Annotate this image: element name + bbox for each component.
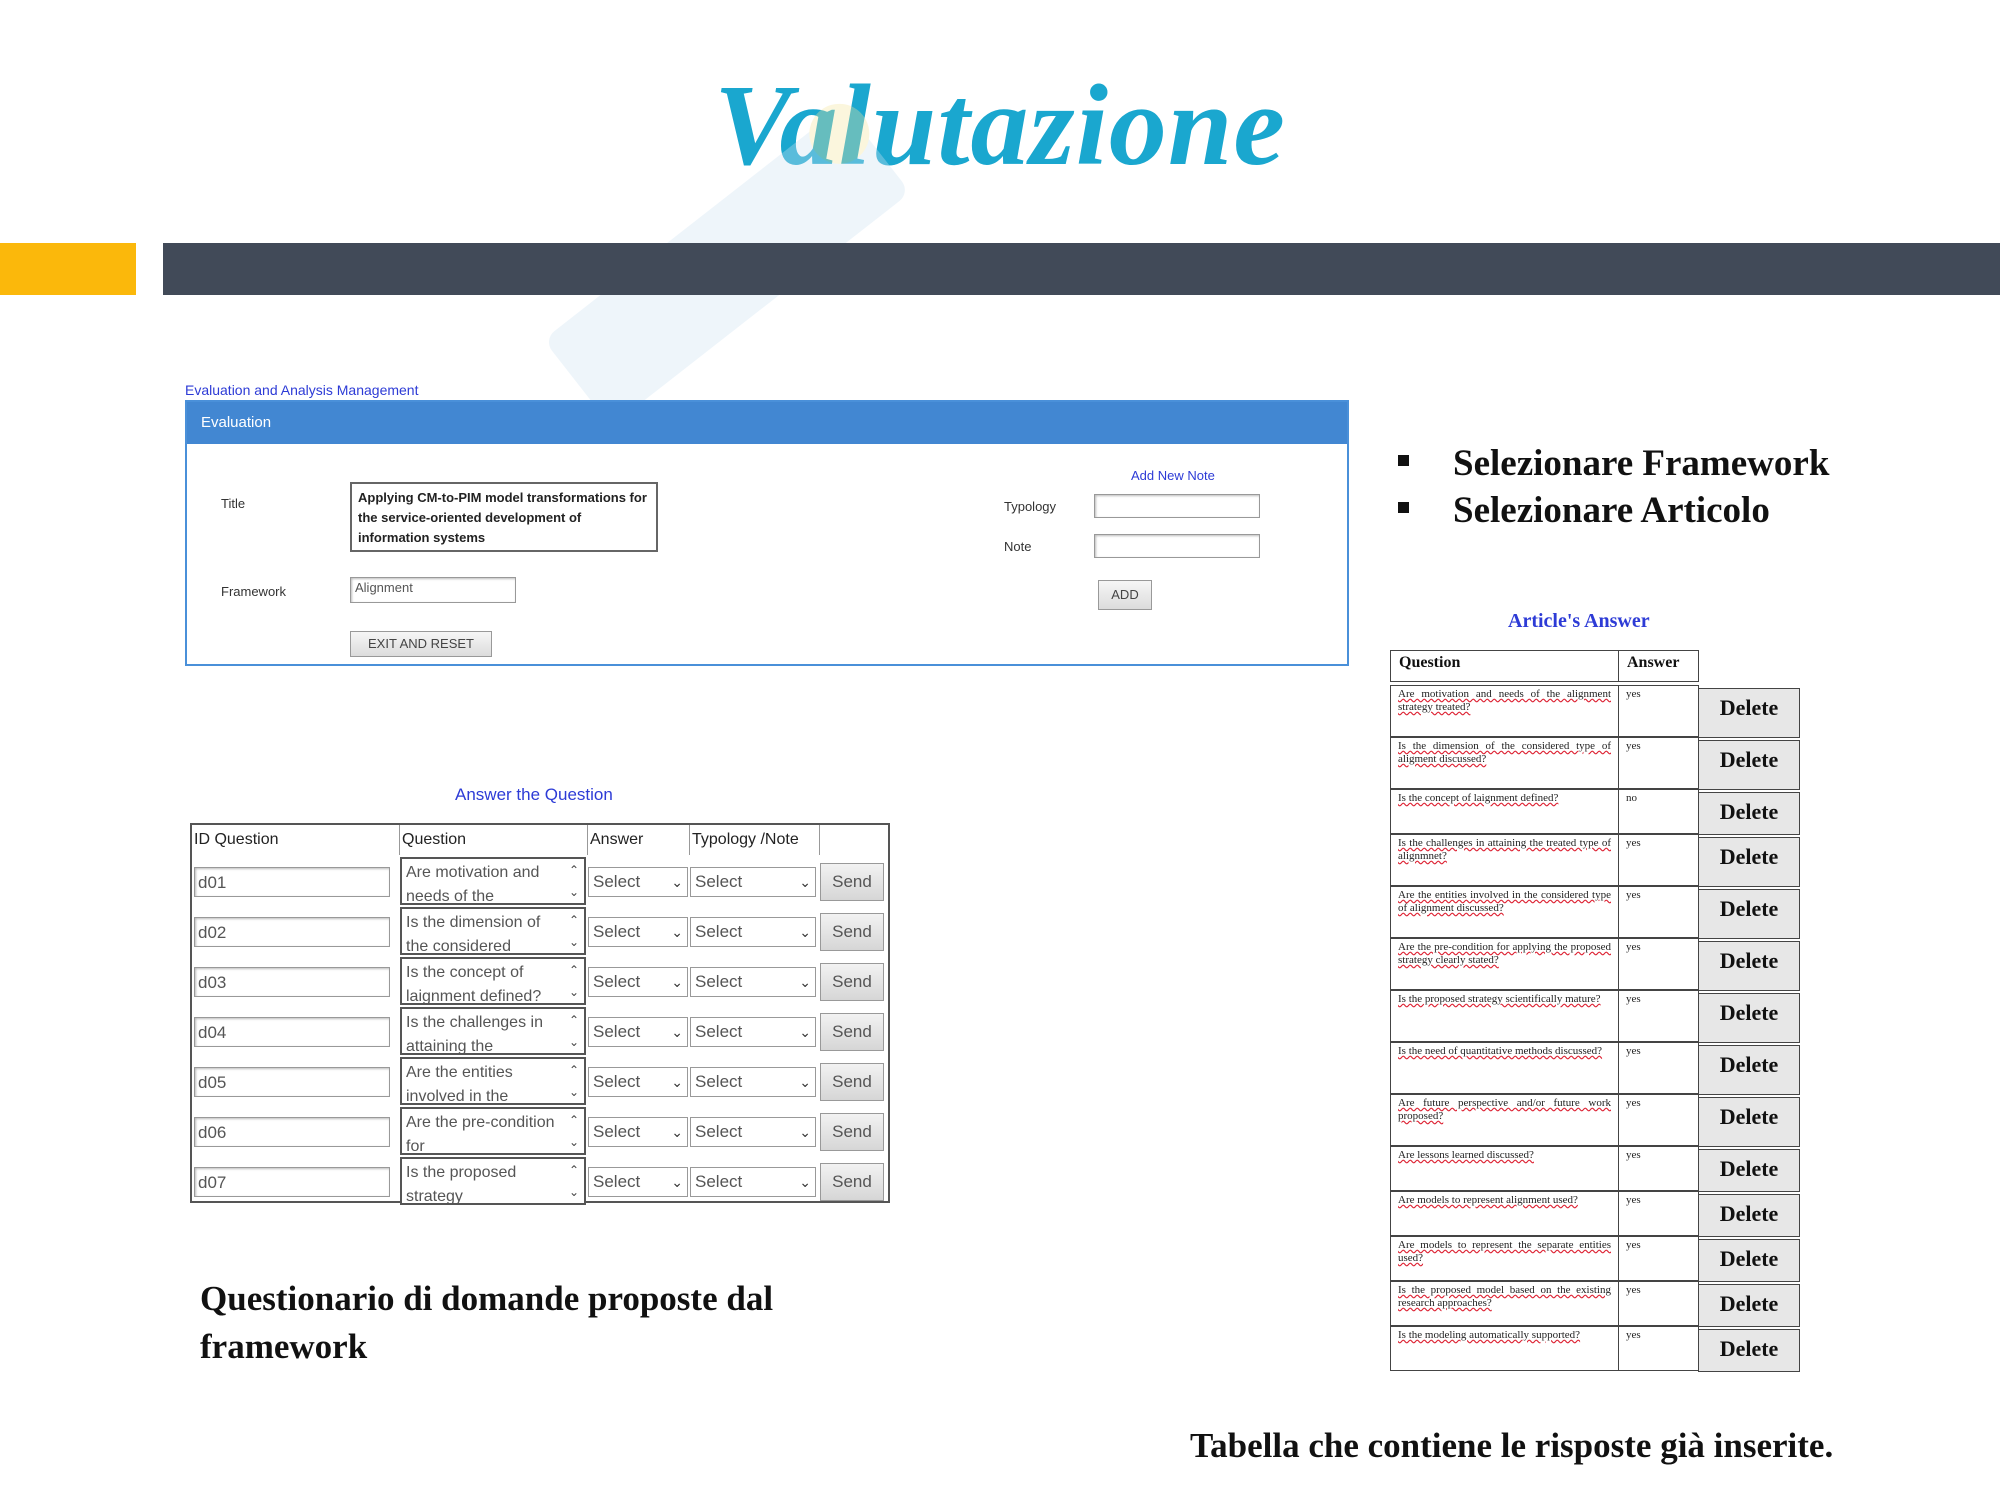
- typology-note-select[interactable]: [690, 1017, 816, 1047]
- chevron-down-icon: ⌄: [671, 874, 683, 890]
- chevron-down-icon: ⌄: [671, 1074, 683, 1090]
- delete-button[interactable]: Delete: [1698, 740, 1800, 790]
- add-button[interactable]: ADD: [1098, 580, 1152, 610]
- note-label: Note: [1004, 539, 1032, 554]
- chevron-down-icon: ⌄: [799, 874, 811, 890]
- table-row: [192, 857, 888, 907]
- chevron-down-icon: ⌄: [799, 924, 811, 940]
- delete-button[interactable]: Delete: [1698, 1329, 1800, 1372]
- send-button[interactable]: Send: [820, 1013, 884, 1051]
- answer-select[interactable]: [588, 1117, 688, 1147]
- delete-button[interactable]: Delete: [1698, 1194, 1800, 1237]
- answer-question-heading: Answer the Question: [455, 785, 613, 804]
- send-button[interactable]: Send: [820, 913, 884, 951]
- answer-select[interactable]: [588, 1167, 688, 1197]
- question-text-field[interactable]: Are the entities involved in the: [400, 1057, 586, 1105]
- typology-select-value: Select: [695, 922, 743, 941]
- question-id-field[interactable]: d03: [194, 967, 390, 997]
- answer-question-cell: Is the modeling automatically supported?: [1390, 1326, 1619, 1371]
- breadcrumb[interactable]: Evaluation and Analysis Management: [185, 382, 419, 398]
- typology-label: Typology: [1004, 499, 1057, 514]
- answer-question-cell: Is the proposed model based on the existing research approaches?: [1390, 1281, 1619, 1326]
- answer-value-cell: yes: [1618, 1191, 1699, 1236]
- answer-select-value: Select: [593, 972, 641, 991]
- answer-select-value: Select: [593, 1072, 641, 1091]
- typology-note-select[interactable]: [690, 867, 816, 897]
- bullet-text: Selezionare Framework: [1453, 443, 1830, 484]
- col-answer: Answer: [1618, 650, 1699, 682]
- delete-button[interactable]: Delete: [1698, 1097, 1800, 1147]
- table-row: [192, 1107, 888, 1157]
- note-field[interactable]: [1094, 534, 1260, 558]
- answer-value-cell: yes: [1618, 938, 1699, 990]
- table-row: [192, 957, 888, 1007]
- typology-note-select[interactable]: [690, 1167, 816, 1197]
- typology-note-select[interactable]: [690, 1117, 816, 1147]
- send-button[interactable]: Send: [820, 1113, 884, 1151]
- col-answer: Answer: [588, 825, 690, 855]
- question-id-field[interactable]: d02: [194, 917, 390, 947]
- col-id-question: ID Question: [192, 825, 400, 855]
- col-question: Question: [1390, 650, 1619, 682]
- answer-select[interactable]: [588, 917, 688, 947]
- typology-note-select[interactable]: [690, 1067, 816, 1097]
- title-value: Applying CM-to-PIM model transformations for the service-oriented development of information systems: [350, 482, 658, 552]
- delete-button[interactable]: Delete: [1698, 889, 1800, 939]
- answer-question-cell: Is the need of quantitative methods discussed?: [1390, 1042, 1619, 1094]
- answer-question-cell: Are lessons learned discussed?: [1390, 1146, 1619, 1191]
- delete-button[interactable]: Delete: [1698, 993, 1800, 1043]
- answer-value-cell: yes: [1618, 685, 1699, 737]
- bullet-square-icon: [1398, 455, 1409, 466]
- header-bar: [163, 243, 2000, 295]
- table-row: [192, 1007, 888, 1057]
- chevron-down-icon: ⌄: [799, 1174, 811, 1190]
- chevron-down-icon: ⌄: [671, 1024, 683, 1040]
- answer-value-cell: yes: [1618, 737, 1699, 789]
- scroll-arrows-icon[interactable]: ⌃ ⌄: [568, 1163, 580, 1199]
- send-button[interactable]: Send: [820, 1163, 884, 1201]
- typology-select-value: Select: [695, 1022, 743, 1041]
- send-button[interactable]: Send: [820, 963, 884, 1001]
- table-row: [192, 1157, 888, 1207]
- framework-field[interactable]: Alignment: [350, 577, 516, 603]
- typology-select-value: Select: [695, 1122, 743, 1141]
- framework-label: Framework: [221, 584, 287, 599]
- add-new-note-link[interactable]: Add New Note: [1131, 468, 1215, 483]
- bullet-text: Selezionare Articolo: [1453, 490, 1770, 531]
- typology-select-value: Select: [695, 1072, 743, 1091]
- delete-button[interactable]: Delete: [1698, 792, 1800, 835]
- answer-value-cell: yes: [1618, 1146, 1699, 1191]
- chevron-down-icon: ⌄: [671, 924, 683, 940]
- chevron-down-icon: ⌄: [799, 974, 811, 990]
- evaluation-panel: [185, 400, 1349, 666]
- question-text-field[interactable]: Is the challenges in attaining the: [400, 1007, 586, 1055]
- delete-button[interactable]: Delete: [1698, 1284, 1800, 1327]
- question-id-field[interactable]: d06: [194, 1117, 390, 1147]
- answer-question-cell: Are models to represent alignment used?: [1390, 1191, 1619, 1236]
- table-row: [192, 907, 888, 957]
- scroll-arrows-icon[interactable]: ⌃ ⌄: [568, 913, 580, 949]
- answer-select[interactable]: [588, 967, 688, 997]
- evaluation-header: Evaluation: [187, 402, 1347, 444]
- answer-value-cell: yes: [1618, 834, 1699, 886]
- answer-select-value: Select: [593, 872, 641, 891]
- delete-button[interactable]: Delete: [1698, 1045, 1800, 1095]
- articles-answer-heading: Article's Answer: [1508, 610, 1650, 632]
- chevron-down-icon: ⌄: [671, 1124, 683, 1140]
- chevron-down-icon: ⌄: [671, 974, 683, 990]
- answer-question-cell: Are future perspective and/or future work proposed?: [1390, 1094, 1619, 1146]
- col-question: Question: [400, 825, 588, 855]
- caption-right: Tabella che contiene le risposte già inserite.: [1190, 1426, 1834, 1465]
- question-text-field[interactable]: Is the concept of laignment defined?: [400, 957, 586, 1005]
- delete-button[interactable]: Delete: [1698, 1239, 1800, 1282]
- answer-question-cell: Is the dimension of the considered type of aligment discussed?: [1390, 737, 1619, 789]
- chevron-down-icon: ⌄: [799, 1024, 811, 1040]
- answer-select[interactable]: [588, 867, 688, 897]
- answer-value-cell: yes: [1618, 1281, 1699, 1326]
- typology-select-value: Select: [695, 1172, 743, 1191]
- delete-button[interactable]: Delete: [1698, 837, 1800, 887]
- bullet-framework: [1398, 442, 1829, 485]
- question-text-field[interactable]: Are motivation and needs of the: [400, 857, 586, 905]
- question-text-field[interactable]: Are the pre-condition for: [400, 1107, 586, 1155]
- answer-value-cell: yes: [1618, 990, 1699, 1042]
- answer-value-cell: yes: [1618, 1236, 1699, 1281]
- scroll-arrows-icon[interactable]: ⌃ ⌄: [568, 1063, 580, 1099]
- answer-select-value: Select: [593, 1022, 641, 1041]
- answer-select-value: Select: [593, 1172, 641, 1191]
- delete-button[interactable]: Delete: [1698, 941, 1800, 991]
- send-button[interactable]: Send: [820, 1063, 884, 1101]
- answer-select[interactable]: [588, 1067, 688, 1097]
- slide-title: Valutazione: [714, 62, 1286, 190]
- send-button[interactable]: Send: [820, 863, 884, 901]
- question-id-field[interactable]: d07: [194, 1167, 390, 1197]
- bullet-square-icon: [1398, 502, 1409, 513]
- typology-note-select[interactable]: [690, 967, 816, 997]
- accent-bar: [0, 243, 136, 295]
- answer-question-cell: Are the pre-condition for applying the proposed strategy clearly stated?: [1390, 938, 1619, 990]
- caption-left: Questionario di domande proposte dal framework: [200, 1279, 774, 1366]
- question-text-field[interactable]: Is the proposed strategy: [400, 1157, 586, 1205]
- answer-value-cell: yes: [1618, 1042, 1699, 1094]
- scroll-arrows-icon[interactable]: ⌃ ⌄: [568, 863, 580, 899]
- answer-value-cell: no: [1618, 789, 1699, 834]
- scroll-arrows-icon[interactable]: ⌃ ⌄: [568, 1013, 580, 1049]
- delete-button[interactable]: Delete: [1698, 1149, 1800, 1192]
- answer-question-cell: Are models to represent the separate entities used?: [1390, 1236, 1619, 1281]
- exit-reset-button[interactable]: EXIT AND RESET: [350, 631, 492, 657]
- question-id-field[interactable]: d01: [194, 867, 390, 897]
- articles-answer-table: [1390, 650, 1800, 1373]
- answer-value-cell: yes: [1618, 1094, 1699, 1146]
- chevron-down-icon: ⌄: [799, 1074, 811, 1090]
- question-id-field[interactable]: d05: [194, 1067, 390, 1097]
- typology-select-value: Select: [695, 972, 743, 991]
- typology-select-value: Select: [695, 872, 743, 891]
- title-label: Title: [221, 496, 246, 511]
- table-row: [192, 1057, 888, 1107]
- delete-button[interactable]: Delete: [1698, 688, 1800, 738]
- answer-question-cell: Are motivation and needs of the alignment strategy treated?: [1390, 685, 1619, 737]
- scroll-arrows-icon[interactable]: ⌃ ⌄: [568, 963, 580, 999]
- bullet-article: [1398, 489, 1770, 532]
- answer-value-cell: yes: [1618, 1326, 1699, 1371]
- chevron-down-icon: ⌄: [799, 1124, 811, 1140]
- question-table: [190, 823, 890, 1203]
- answer-question-cell: Is the proposed strategy scientifically mature?: [1390, 990, 1619, 1042]
- col-typology-note: Typology /Note: [690, 825, 820, 855]
- chevron-down-icon: ⌄: [671, 1174, 683, 1190]
- typology-field[interactable]: [1094, 494, 1260, 518]
- typology-note-select[interactable]: [690, 917, 816, 947]
- answer-select-value: Select: [593, 1122, 641, 1141]
- answer-question-cell: Are the entities involved in the considered type of alignment discussed?: [1390, 886, 1619, 938]
- answer-select[interactable]: [588, 1017, 688, 1047]
- answer-question-cell: Is the challenges in attaining the treated type of alignmnet?: [1390, 834, 1619, 886]
- scroll-arrows-icon[interactable]: ⌃ ⌄: [568, 1113, 580, 1149]
- answer-value-cell: yes: [1618, 886, 1699, 938]
- question-text-field[interactable]: Is the dimension of the considered: [400, 907, 586, 955]
- answer-question-cell: Is the concept of laignment defined?: [1390, 789, 1619, 834]
- answer-select-value: Select: [593, 922, 641, 941]
- question-id-field[interactable]: d04: [194, 1017, 390, 1047]
